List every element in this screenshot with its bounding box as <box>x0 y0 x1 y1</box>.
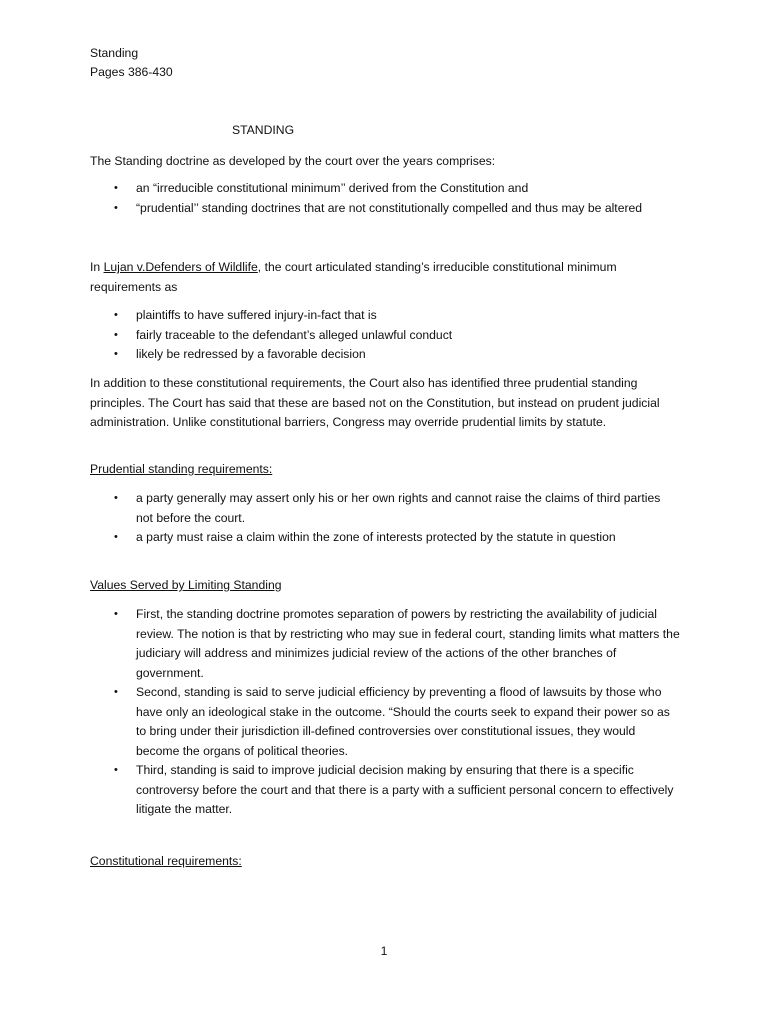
list-item <box>90 345 670 365</box>
list-item <box>90 605 680 683</box>
list-item-text: “prudential’’ standing doctrines that are not constitutionally compelled and thus may be altered <box>136 200 643 215</box>
values-heading: Values Served by Limiting Standing <box>90 578 282 592</box>
bullet-icon: • <box>114 182 118 194</box>
values-list <box>90 605 680 820</box>
bullet-icon: • <box>114 328 118 341</box>
bullet-icon: • <box>114 201 118 214</box>
prudential-heading: Prudential standing requirements: <box>90 462 273 476</box>
list-item <box>90 489 662 528</box>
list-item <box>90 528 662 548</box>
case-name: Lujan v.Defenders of Wildlife <box>103 260 258 274</box>
list-item-text: likely be redressed by a favorable decision <box>136 347 366 361</box>
doctrine-list <box>90 179 690 218</box>
section-title: STANDING <box>232 123 295 137</box>
header-topic: Standing <box>90 46 139 60</box>
list-item-text: First, the standing doctrine promotes separation of powers by restricting the availability of judicial review. The notion is that by restricting who may sue in federal court, standing limits what matters the judiciary will address and minimizes judicial review of the actions of the other branches of government. <box>136 607 680 680</box>
list-item-text: an “irreducible constitutional minimum’’ derived from the Constitution and <box>136 181 529 195</box>
list-item <box>90 326 670 346</box>
list-item-text: a party generally may assert only his or her own rights and cannot raise the claims of third parties not before the court. <box>136 491 661 525</box>
list-item-text: Second, standing is said to serve judicial efficiency by preventing a flood of lawsuits by those who have only an ideological stake in the outcome. “Should the courts seek to expand their power so as to bring under their jurisdiction ill-defined controversies over constitutional issues, they would become the organs of political theories. <box>136 685 670 758</box>
bullet-icon: • <box>114 686 118 698</box>
document-header <box>90 44 390 82</box>
lujan-prefix: In <box>90 260 104 274</box>
bullet-icon: • <box>114 348 118 360</box>
prudential-paragraph: In addition to these constitutional requirements, the Court also has identified three prudential standing principles. The Court has said that these are based not on the Constitution, but instead on prudent judicial administration. Unlike constitutional barriers, Congress may override prudential limits by statute. <box>90 376 660 429</box>
header-pages: Pages 386-430 <box>90 65 173 79</box>
list-item-text: plaintiffs to have suffered injury-in-fact that is <box>136 308 377 322</box>
list-item-text: fairly traceable to the defendant’s alleged unlawful conduct <box>136 327 453 342</box>
bullet-icon: • <box>114 608 118 620</box>
bullet-icon: • <box>114 309 118 321</box>
lujan-paragraph <box>90 258 670 297</box>
list-item-text: Third, standing is said to improve judicial decision making by ensuring that there is a specific controversy before the court and that there is a party with a sufficient personal concern to effectively litigate the matter. <box>136 763 674 816</box>
requirements-list <box>90 306 670 365</box>
lujan-rest: , the court articulated standing’s irreducible constitutional minimum requirements as <box>90 260 617 294</box>
bullet-icon: • <box>114 492 118 504</box>
list-item <box>90 179 690 199</box>
page-number: 1 <box>380 944 388 958</box>
prudential-list <box>90 489 662 548</box>
list-item-text: a party must raise a claim within the zone of interests protected by the statute in question <box>136 530 616 544</box>
list-item <box>90 761 680 820</box>
constitutional-heading: Constitutional requirements: <box>90 854 242 868</box>
bullet-icon: • <box>114 764 118 776</box>
list-item <box>90 306 670 326</box>
list-item <box>90 683 680 761</box>
list-item <box>90 199 690 219</box>
intro-paragraph: The Standing doctrine as developed by the court over the years comprises: <box>90 154 496 168</box>
bullet-icon: • <box>114 531 118 543</box>
